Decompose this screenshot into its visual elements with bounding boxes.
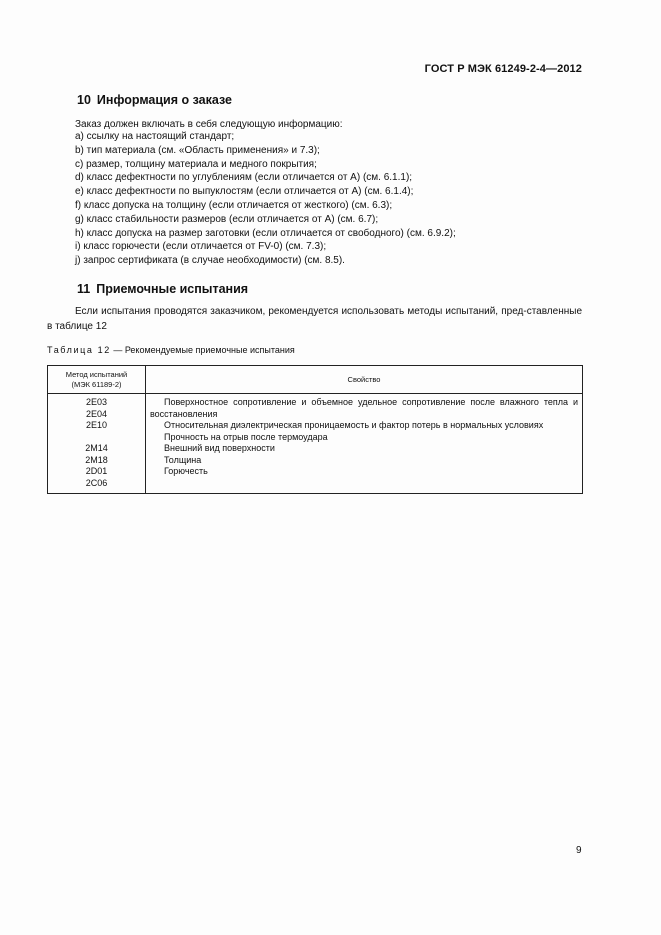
method-code: 2E04 [85, 408, 108, 419]
document-id: ГОСТ Р МЭК 61249-2-4—2012 [424, 63, 582, 75]
list-item: f) класс допуска на толщину (если отличается от жесткого) (см. 6.3); [75, 199, 393, 211]
header-method-line1: Метод испытаний [65, 369, 128, 379]
list-item: i) класс горючести (если отличается от FV-0) (см. 7.3); [75, 241, 327, 253]
page-number: 9 [576, 845, 582, 856]
property-cell [146, 394, 583, 494]
order-information-list [75, 130, 456, 268]
section-11-heading [77, 282, 248, 296]
header-method-line2: (МЭК 61189-2) [71, 379, 122, 389]
list-item: b) тип материала (см. «Область применения» и 7.3); [75, 144, 320, 156]
section-10-heading [77, 93, 232, 107]
method-code: 2E03 [85, 397, 108, 407]
property-text: Относительная диэлектрическая проницаемость и фактор потерь в нормальных условиях [164, 420, 544, 430]
table-caption-label: Таблица 12 [47, 345, 111, 355]
method-code [48, 432, 145, 444]
list-item: h) класс допуска на размер заготовки (если отличается от свободного) (см. 6.9.2); [75, 227, 456, 239]
list-item: g) класс стабильности размеров (если отличается от А) (см. 6.7); [75, 213, 379, 225]
method-cell [48, 394, 146, 494]
table-caption [47, 345, 295, 355]
list-item: d) класс дефектности по углублениям (если отличается от А) (см. 6.1.1); [75, 172, 413, 184]
table-header-row [48, 366, 583, 394]
acceptance-tests-table [47, 365, 583, 494]
section-10-number: 10 [77, 93, 91, 107]
section-10-intro: Заказ должен включать в себя следующую информацию: [75, 119, 343, 130]
property-text: Внешний вид поверхности [164, 443, 275, 453]
method-code: 2M14 [85, 443, 108, 453]
property-text: Горючесть [164, 466, 208, 476]
property-text: Прочность на отрыв после термоудара [164, 431, 328, 442]
section-11-title: Приемочные испытания [96, 282, 249, 296]
section-10-title: Информация о заказе [96, 93, 232, 107]
property-text: Толщина [164, 454, 202, 465]
section-11-number: 11 [77, 282, 91, 296]
section-11-paragraph: Если испытания проводятся заказчиком, рекомендуется использовать методы испытаний, пред-ставленные в таблице 12 [47, 306, 582, 332]
table-row [48, 394, 583, 494]
property-text: Поверхностное сопротивление и объемное удельное сопротивление после влажного тепла и восстановления [150, 397, 578, 419]
header-method [48, 366, 146, 394]
table-caption-text: — Рекомендуемые приемочные испытания [110, 345, 295, 355]
method-code: 2C06 [85, 477, 108, 488]
method-code: 2M18 [85, 454, 108, 465]
method-code: 2E10 [85, 420, 108, 430]
list-item: e) класс дефектности по выпуклостям (если отличается от А) (см. 6.1.4); [75, 186, 414, 198]
list-item: c) размер, толщину материала и медного покрытия; [75, 158, 317, 170]
header-property: Свойство [146, 366, 583, 394]
list-item: a) ссылку на настоящий стандарт; [75, 131, 235, 142]
method-code: 2D01 [85, 466, 108, 476]
list-item: j) запрос сертификата (в случае необходимости) (см. 8.5). [75, 255, 345, 267]
